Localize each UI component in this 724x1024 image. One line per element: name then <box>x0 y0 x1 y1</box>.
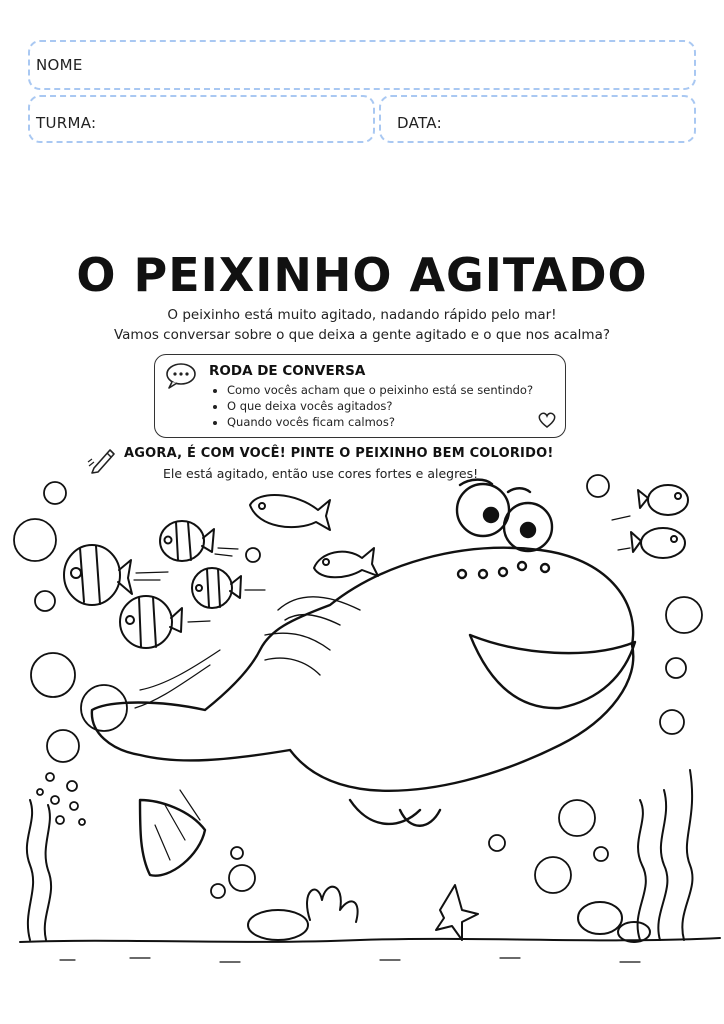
main-fish <box>92 480 635 876</box>
seaweed <box>20 770 720 962</box>
activity-title: AGORA, É COM VOCÊ! PINTE O PEIXINHO BEM COLORIDO! <box>124 446 554 461</box>
heart-icon <box>537 411 557 429</box>
intro-line-1: O peixinho está muito agitado, nadando rápido pelo mar! <box>167 307 557 323</box>
question-item: • Como vocês acham que o peixinho está se sentindo? <box>227 382 533 398</box>
question-list <box>211 382 533 430</box>
class-label: TURMA: <box>36 114 97 132</box>
striped-fish <box>64 521 265 648</box>
conversation-title: RODA DE CONVERSA <box>209 363 366 379</box>
small-fish-right <box>612 485 688 558</box>
long-fish <box>250 495 378 577</box>
class-field[interactable] <box>28 95 375 143</box>
speech-bubble-icon <box>165 363 197 389</box>
bubbles <box>14 475 702 898</box>
coloring-illustration <box>0 470 724 1024</box>
intro-line-2: Vamos conversar sobre o que deixa a gente agitado e o que nos acalma? <box>113 327 611 343</box>
name-field[interactable] <box>28 40 696 90</box>
date-field[interactable] <box>379 95 696 143</box>
conversation-box <box>154 354 566 438</box>
page-title: O PEIXINHO AGITADO <box>76 248 648 302</box>
question-item: • Quando vocês ficam calmos? <box>227 414 533 430</box>
name-label: NOME <box>36 56 83 74</box>
date-label: DATA: <box>397 114 442 132</box>
question-item: • O que deixa vocês agitados? <box>227 398 533 414</box>
activity-subtitle: Ele está agitado, então use cores fortes e alegres! <box>163 466 479 481</box>
